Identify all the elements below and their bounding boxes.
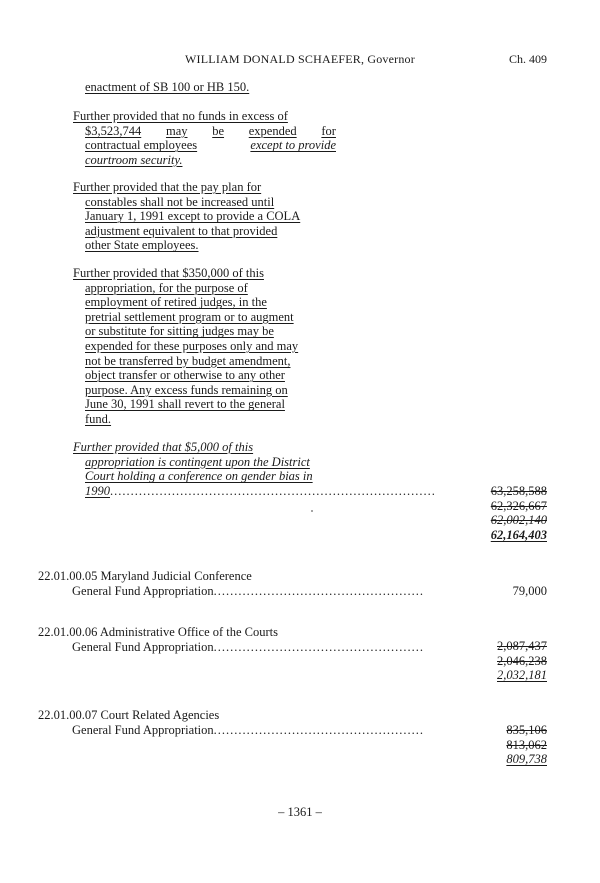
amounts-column-section-06 [497,639,547,683]
paragraph-line: contractual employees [85,138,198,153]
amounts-column-block1 [491,484,547,542]
proviso-gender-bias-conference [73,440,436,498]
section-name: Maryland Judicial Conference [100,569,252,583]
paragraph-line: not be transferred by budget amendment, [85,353,291,368]
print-speck [311,510,313,512]
running-header-title: WILLIAM DONALD SCHAEFER, Governor [185,52,415,66]
struck-amount: 813,062 [506,737,547,752]
dot-leader: ............................................................................... [110,483,436,498]
paragraph-line-italic: appropriation is contingent upon the District [85,454,310,469]
section-name: Court Related Agencies [100,708,220,722]
paragraph-line-italic: Further provided that $5,000 of this [73,440,254,454]
struck-amount: 835,106 [506,723,547,737]
struck-amount: 2,046,238 [497,653,547,668]
paragraph-line: purpose. Any excess funds remaining on [85,382,288,397]
paragraph-line-italic: courtroom security. [85,152,183,167]
paragraph-line: employment of retired judges, in the [85,295,267,310]
paragraph-line: appropriation, for the purpose of [85,280,248,295]
paragraph-line: adjustment equivalent to that provided [85,223,278,238]
paragraph-word: $3,523,744 [85,123,142,138]
amounts-column-section-05 [513,584,547,599]
paragraph-line: fund. [85,411,112,426]
chapter-label: Ch. 409 [508,52,547,66]
paragraph-word: be [212,123,225,138]
paragraph-line-italic: 1990 [85,483,110,498]
amounts-column-section-07 [506,723,547,767]
struck-amount: 2,087,437 [497,639,547,653]
paragraph-line: June 30, 1991 shall revert to the general [85,397,285,412]
final-amount: 62,164,403 [490,527,547,542]
section-maryland-judicial-conference [38,569,425,598]
paragraph-line: pretrial settlement program or to augment [85,309,294,324]
section-court-related-agencies [38,708,425,737]
proviso-constables-pay-plan [73,180,336,253]
paragraph-line: object transfer or otherwise to any other [85,368,285,383]
dot-leader: ................................................... [213,639,425,654]
paragraph-word: for [321,123,336,138]
paragraph-line: other State employees. [85,238,199,253]
section-code: 22.01.00.06 [38,625,98,639]
appropriation-label: General Fund Appropriation [72,639,214,654]
proviso-retired-judges [73,266,336,427]
section-code: 22.01.00.05 [38,569,98,583]
section-name: Administrative Office of the Courts [99,625,279,639]
appropriation-label: General Fund Appropriation [72,583,214,598]
dot-leader: ................................................... [213,722,425,737]
paragraph-line: enactment of SB 100 or HB 150. [85,80,250,94]
struck-amount: 62,002,140 [490,513,547,528]
page-number: – 1361 – [278,805,322,819]
struck-amount: 63,258,588 [490,484,547,498]
final-amount: 79,000 [512,584,547,598]
dot-leader: ................................................... [213,583,425,598]
final-amount: 809,738 [506,752,547,767]
paragraph-word: expended [248,123,297,138]
struck-amount: 62,326,667 [490,498,547,513]
appropriation-label: General Fund Appropriation [72,722,214,737]
section-code: 22.01.00.07 [38,708,98,722]
paragraph-line: Further provided that no funds in excess of [73,109,288,123]
paragraph-line-italic: Court holding a conference on gender bias in [85,469,313,484]
proviso-contractual-employees [73,109,336,167]
paragraph-continuation [85,80,348,95]
section-administrative-office-of-courts [38,625,425,654]
paragraph-line: January 1, 1991 except to provide a COLA [85,209,301,224]
paragraph-line: or substitute for sitting judges may be [85,324,274,339]
paragraph-line-italic: except to provide [250,138,336,153]
paragraph-line: expended for these purposes only and may [85,338,299,353]
paragraph-line: Further provided that $350,000 of this [73,266,264,280]
paragraph-line: Further provided that the pay plan for [73,180,262,194]
paragraph-line: constables shall not be increased until [85,194,275,209]
paragraph-word: may [165,123,188,138]
final-amount: 2,032,181 [497,668,547,683]
